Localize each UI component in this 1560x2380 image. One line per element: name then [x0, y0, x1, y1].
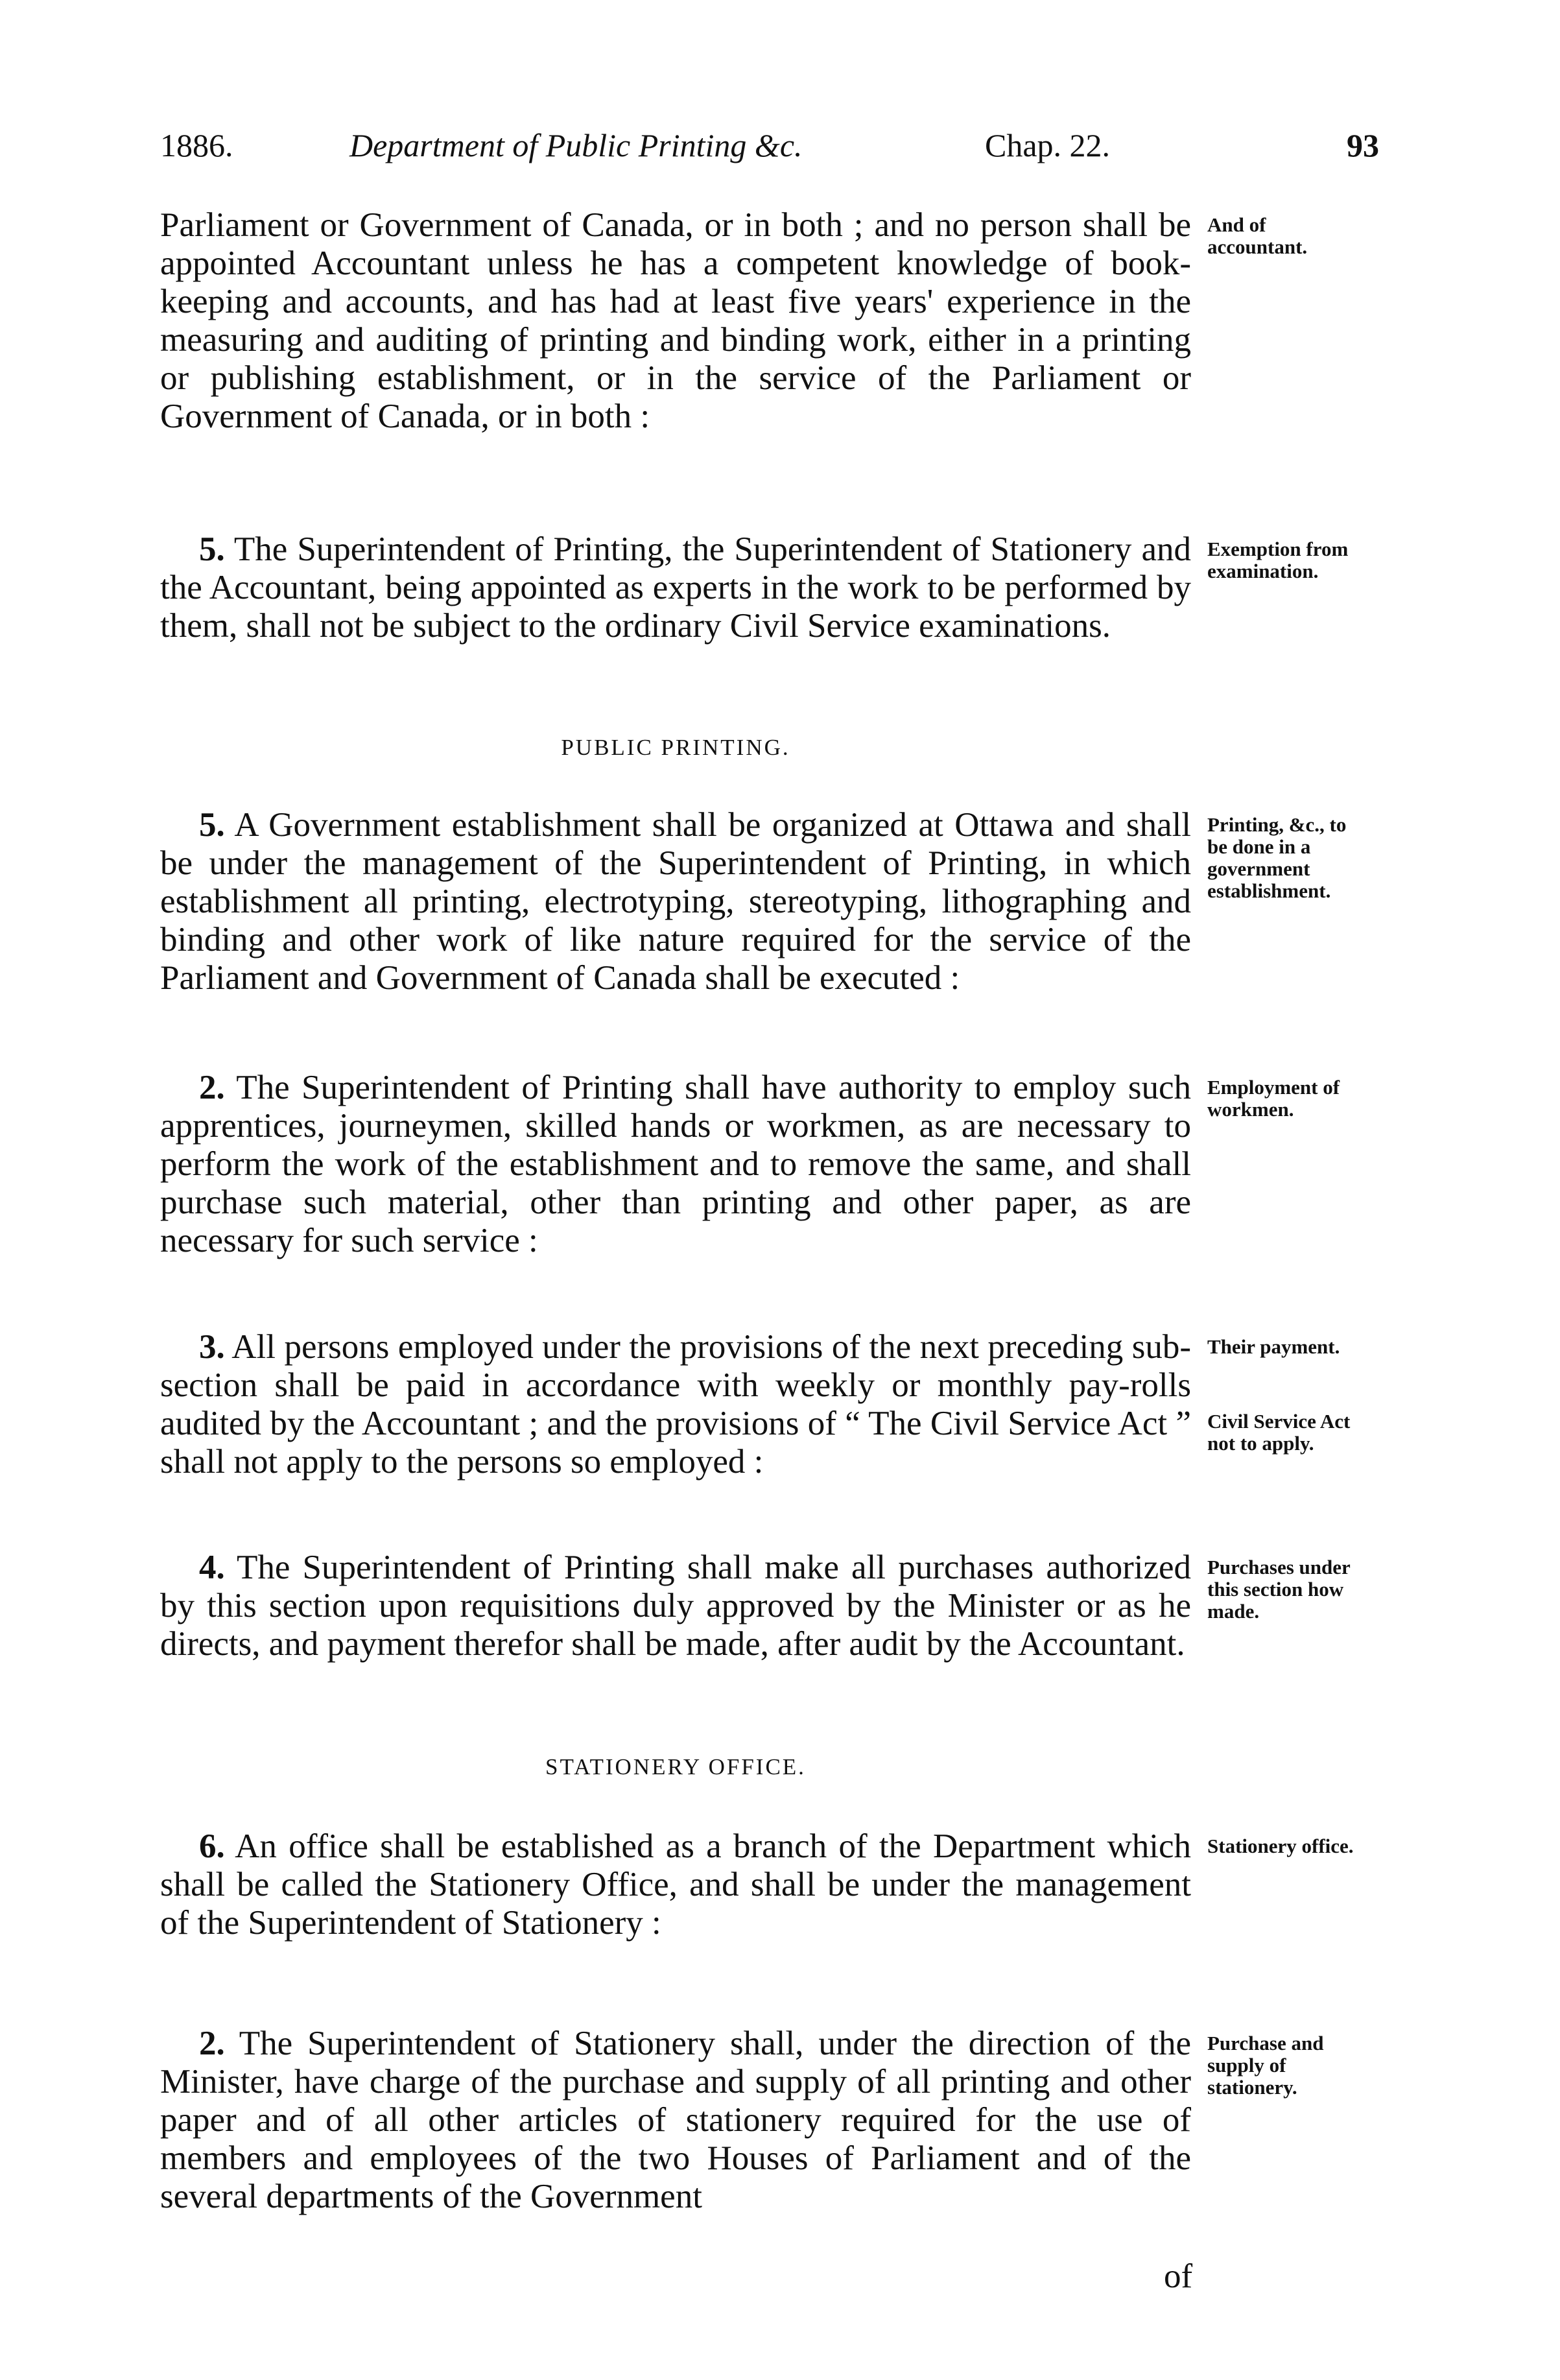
margin-note-employment: Employment of workmen.: [1207, 1076, 1340, 1121]
paragraph-parliament: [160, 206, 1191, 436]
subsection-number: 2.: [199, 2025, 225, 2062]
paragraph-exemption: [160, 530, 1191, 645]
margin-note-purchase-supply: Purchase and supply of stationery.: [1207, 2032, 1324, 2099]
heading-stationery-office: STATIONERY OFFICE.: [545, 1754, 806, 1779]
header-year: 1886.: [160, 127, 233, 163]
section-number: 5.: [199, 530, 225, 568]
header-title: Department of Public Printing &c.: [349, 127, 803, 163]
paragraph-purchases: [160, 1549, 1191, 1663]
paragraph-text: A Government establishment shall be organized at Ottawa and shall be under the management of the Superintendent of Printing, in which establishment all printing, electrotyping, stereotyping, lithographing and binding and other work of like nature required for the service of the Parliament and Government of Canada shall be executed :: [160, 806, 1191, 997]
margin-note-their-payment: Their payment.: [1207, 1335, 1340, 1358]
paragraph-employment: [160, 1069, 1191, 1260]
margin-note-stationery: Stationery office.: [1207, 1835, 1354, 1857]
section-number: 5.: [199, 806, 225, 844]
margin-note-accountant: And of accountant.: [1207, 213, 1308, 258]
paragraph-text: Parliament or Government of Canada, or in both ; and no person shall be appointed Accountant unless he has a competent knowledge of book-keeping and accounts, and has had at least five years' experience in the measuring and auditing of printing and binding work, either in a printing or publishing establishment, or in the service of the Parliament or Government of Canada, or in both :: [160, 206, 1191, 435]
paragraph-stationery-office: [160, 1827, 1191, 1942]
subsection-number: 3.: [199, 1328, 225, 1366]
heading-public-printing: PUBLIC PRINTING.: [561, 735, 790, 760]
margin-note-printing: Printing, &c., to be done in a government establishment.: [1207, 813, 1347, 902]
paragraph-payment: [160, 1328, 1191, 1481]
paragraph-text: The Superintendent of Printing shall have authority to employ such apprentices, journeymen, skilled hands or workmen, as are necessary to perform the work of the establishment and to remove the same, and shall purchase such material, other than printing and other paper, as are necessary for such service :: [160, 1069, 1191, 1259]
header-page-number: 93: [1347, 127, 1379, 163]
margin-note-civil-service: Civil Service Act not to apply.: [1207, 1410, 1351, 1455]
running-header: [160, 126, 1379, 178]
margin-note-purchases: Purchases under this section how made.: [1207, 1556, 1351, 1623]
catchword: of: [1164, 2257, 1193, 2295]
subsection-number: 2.: [199, 1069, 225, 1106]
paragraph-text: An office shall be established as a branch of the Department which shall be called the Stationery Office, and shall be under the management of the Superintendent of Stationery :: [160, 1827, 1191, 1942]
subsection-number: 4.: [199, 1549, 225, 1586]
paragraph-printing: [160, 806, 1191, 997]
section-number: 6.: [199, 1827, 225, 1865]
paragraph-text: The Superintendent of Stationery shall, under the direction of the Minister, have charge of the purchase and supply of all printing and other paper and of all other articles of stationery required for the use of members and employees of the two Houses of Parliament and of the several departments of the Government: [160, 2025, 1192, 2215]
paragraph-text: All persons employed under the provisions of the next preceding sub-section shall be paid in accordance with weekly or monthly pay-rolls audited by the Accountant ; and the provisions of “ The Civil Service Act ” shall not apply to the persons so employed :: [160, 1328, 1192, 1481]
paragraph-text: The Superintendent of Printing shall make all purchases authorized by this section upon requisitions duly approved by the Minister or as he directs, and payment therefor shall be made, after audit by the Accountant.: [160, 1549, 1191, 1663]
margin-note-exemption: Exemption from examination.: [1207, 538, 1349, 582]
header-chapter: Chap. 22.: [985, 127, 1111, 163]
paragraph-text: The Superintendent of Printing, the Superintendent of Stationery and the Accountant, being appointed as experts in the work to be performed by them, shall not be subject to the ordinary Civil Service examinations.: [160, 530, 1191, 645]
paragraph-purchase-supply: [160, 2025, 1191, 2216]
